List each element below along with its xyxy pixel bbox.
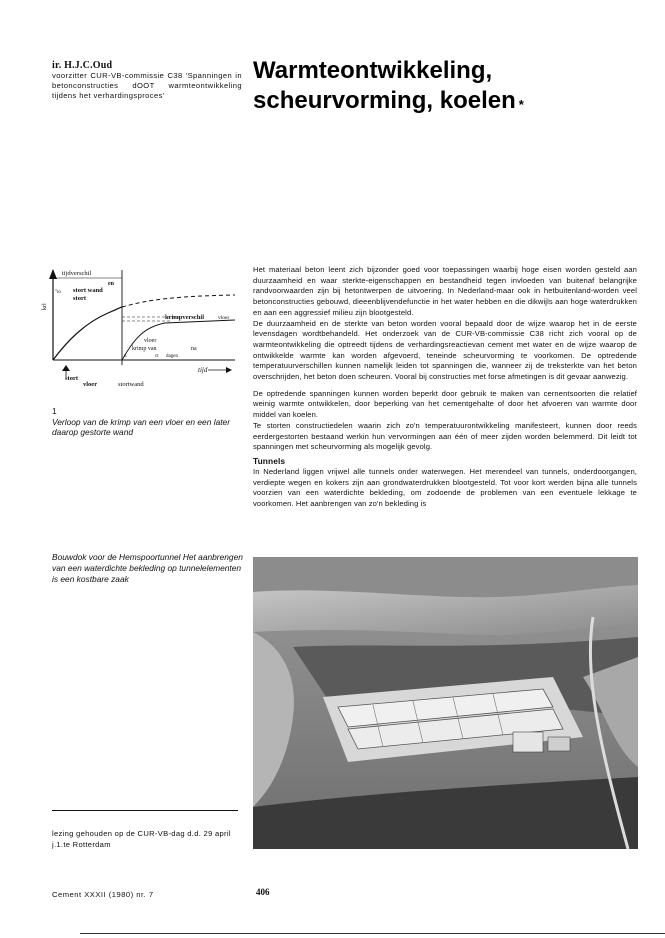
title-footnote-marker: *: [518, 97, 524, 112]
label-krimp-van: krimp van: [132, 346, 157, 352]
y-axis-arrow-icon: [49, 269, 57, 279]
vloer-shrinkage-curve-continued: [122, 295, 235, 307]
body-paragraph-5: In Nederland liggen vrijwel alle tunnels onder waterwegen. Het merendeel van tunnels, onderdoorgangen, verdiepte wegen en kokers zijn aan grondwaterdrukken blootgesteld. Tot voor kort werden bijna alle tunnels voorzien van een waterdichte bekleding, om zodoende de problemen van een eventuele lekkage te voorkomen. Het aanbrengen van zo'n bekleding is: [253, 466, 637, 509]
vloer-shrinkage-curve: [53, 307, 122, 360]
label-krimpverschil: krimpverschil: [165, 314, 204, 321]
label-tijd: tijd: [198, 366, 208, 374]
author-role: voorzitter CUR-VB-commissie C38 'Spanningen in betonconstructies dOOT warmteontwikkeling tijdens het verhardingsproces': [52, 71, 242, 100]
figure-1-caption-text: Verloop van de krimp van een vloer en een later daarop gestorte wand: [52, 416, 230, 437]
label-y-axis: krl: [42, 303, 48, 310]
label-vloer-right: vloer: [218, 315, 230, 321]
title-line-2: scheurvorming, koelen: [253, 87, 516, 114]
stort-vloer-arrow-icon: [62, 365, 70, 371]
label-y-mark: "io: [55, 290, 61, 295]
label-stort-wand: stort wand: [73, 287, 103, 294]
label-ct: ct: [155, 354, 159, 359]
body-paragraph-2: De duurzaamheid en de sterkte van beton worden vooral bepaald door de wijze waarop het in de eerste levensdagen wordtbehandeld. Het onderzoek van de CUR-VB-commissie C38 richt zich vooral op de warmteontwikkeling die optreedt tijdens de verhardingsreactievan cement met water en de wijze waarop de ontwikkelde warmte kan worden afgevoerd, teneinde scheurvorming te voorkomen. De optredende temperatuurverschillen kunnen namelijk leiden tot spanningen die, wanneer zij de treksterkte van het beton overschrijden, het beton doen scheuren. Vooral bij constructies met forse afmetingen is dit gevaar aanwezig.: [253, 318, 637, 382]
author-block: [52, 60, 242, 101]
author-name: ir. H.J.C.Oud: [52, 60, 113, 71]
shrinkage-diagram-svg: [40, 265, 250, 390]
aerial-photo-graphic: [253, 557, 638, 849]
bottom-rule: [80, 933, 665, 934]
tijd-arrow-icon: [226, 367, 232, 373]
title-line-1: Warmteontwikkeling,: [253, 57, 493, 84]
label-vloer-bottom: vloer: [83, 381, 98, 388]
label-dagen: dagen: [166, 354, 178, 359]
body-paragraph-4: Te storten constructiedelen waarin zich zo'n temperatuurontwikkeling manifesteert, kunnen door reeds eerdergestorten bestaand werkin hun vervormingen aan één of meer zijden worden belemmerd. Dit leidt tot spanningen met scheurvorming als mogelijk gevolg.: [253, 420, 637, 452]
label-na: na: [191, 346, 197, 352]
label-stort-bottom: stort: [65, 375, 78, 382]
article-body: [253, 265, 637, 510]
figure-shrinkage-diagram: [40, 265, 250, 390]
label-stort: stort: [73, 295, 86, 302]
label-en: en: [108, 281, 114, 287]
aerial-photo-bouwdok: [253, 557, 638, 849]
figure-1-caption: [52, 406, 252, 438]
label-u: u: [124, 354, 127, 359]
label-stortwand: stortwand: [118, 381, 144, 388]
label-tijdverschil: tijdverschil: [62, 270, 92, 277]
wand-shrinkage-curve: [122, 320, 235, 360]
body-paragraph-1: Het materiaal beton leent zich bijzonder goed voor toepassingen waarbij hoge eisen worden gesteld aan duurzaamheid en waar sterkte-eigenschappen en bestandheid tegen invloeden van buitenaf belangrijke randvoorwaarden zijn bij hetontwerpen de uitvoering. In Nederland-maar ook in hetbuitenland-worden veel betonconstructies gebouwd, dieeenblijvendefunctie in het water hebben en die dikwijls aan hoge waterdrukken en aan een aggressief milieu zijn blootgesteld.: [253, 265, 637, 317]
photo-caption: Bouwdok voor de Hemspoortunnel Het aanbrengen van een waterdichte bekleding op tunnelelementen is een kostbare zaak: [52, 552, 243, 584]
section-heading-tunnels: Tunnels: [253, 455, 286, 466]
article-title: [253, 56, 653, 116]
page-number: 406: [256, 887, 270, 897]
figure-1-number: 1: [52, 406, 57, 416]
label-vloer-mid: vloer: [144, 338, 157, 344]
footnote-rule: [52, 810, 238, 811]
footnote: lezing gehouden op de CUR-VB-dag d.d. 29 april j.1.te Rotterdam: [52, 829, 231, 849]
body-paragraph-3: De optredende spanningen kunnen worden beperkt door gebruik te maken van cernentsoorten die relatief weinig warmte ontwikkelen, door beperking van het cementgehalte of door het afvoeren van warmte door middel van koelen.: [253, 388, 637, 420]
journal-reference: Cement XXXII (1980) nr. 7: [52, 890, 154, 899]
